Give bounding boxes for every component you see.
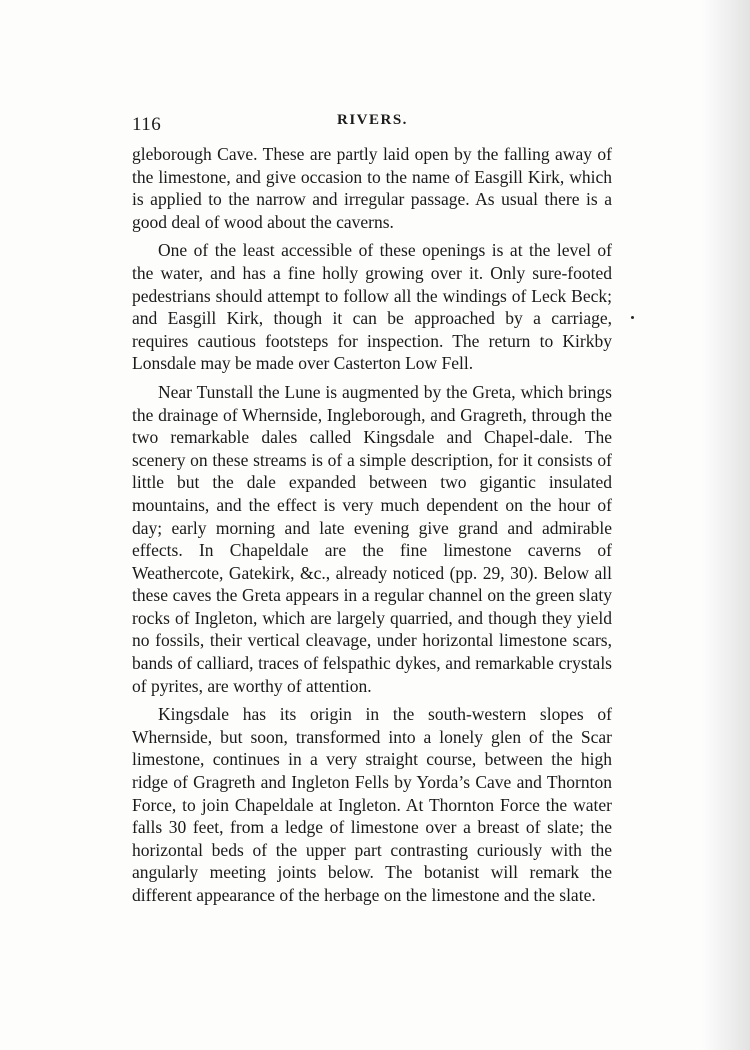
page-header bbox=[132, 110, 612, 140]
running-head: RIVERS. bbox=[337, 112, 408, 128]
paragraph: Near Tunstall the Lune is augmented by the Greta, which brings the drainage of Whernside, Ingleborough, and Gragreth, through the two remarkable dales called Kingsdale and Chapel-dale. The scenery on these streams is of a simple description, for it consists of little but the dale expanded between two gigantic insulated mountains, and the effect is very much dependent on the hour of day; early morning and late evening give grand and admirable effects. In Chapeldale are the fine limestone caverns of Weathercote, Gatekirk, &c., already noticed (pp. 29, 30). Below all these caves the Greta appears in a regular channel on the green slaty rocks of Ingleton, which are largely quarried, and though they yield no fossils, their vertical cleavage, under horizontal limestone scars, bands of calliard, traces of felspathic dykes, and remarkable crystals of pyrites, are worthy of attention. bbox=[132, 381, 612, 696]
paragraph: Kingsdale has its origin in the south-western slopes of Whernside, but soon, transformed into a lonely glen of the Scar limestone, continues in a very straight course, between the high ridge of Gragreth and Ingleton Fells by Yorda’s Cave and Thornton Force, to join Chapeldale at Ingleton. At Thornton Force the water falls 30 feet, from a ledge of limestone over a breast of slate; the horizontal beds of the upper part contrasting curiously with the angularly meeting joints below. The botanist will remark the different appearance of the herbage on the limestone and the slate. bbox=[132, 704, 612, 905]
paragraph-continued: gleborough Cave. These are partly laid open by the falling away of the limestone, and give occasion to the name of Easgill Kirk, which is applied to the narrow and irregular passage. As usual there is a good deal of wood about the caverns. bbox=[132, 144, 612, 232]
paragraph: One of the least accessible of these openings is at the level of the water, and has a fine holly growing over it. Only sure-footed pedestrians should attempt to follow all the windings of Leck Beck; and Easgill Kirk, though it can be approached by a carriage, requires cautious footsteps for inspection. The return to Kirkby Lonsdale may be made over Casterton Low Fell. bbox=[132, 240, 612, 374]
ink-speck bbox=[631, 316, 634, 319]
page-number: 116 bbox=[132, 114, 162, 135]
body-text bbox=[132, 143, 612, 913]
page-edge-shadow bbox=[702, 0, 750, 1050]
